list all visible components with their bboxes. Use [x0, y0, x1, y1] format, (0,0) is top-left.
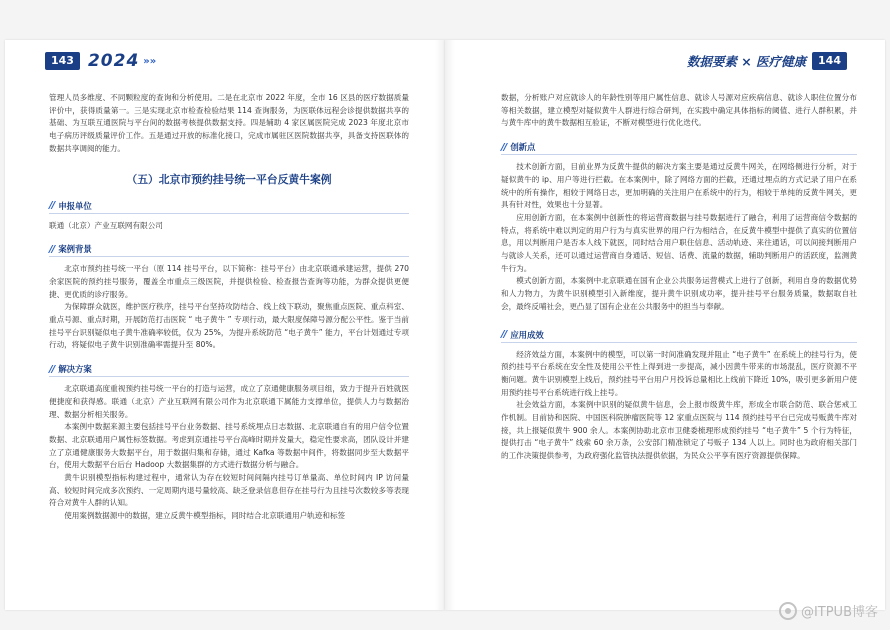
chevrons-icon: »» — [143, 55, 157, 67]
section-marker-icon: // — [49, 200, 55, 212]
section-heading-solution — [49, 362, 409, 377]
left-page-content — [49, 92, 409, 523]
blog-logo-icon — [779, 602, 797, 620]
year-logo: 2024 — [87, 51, 140, 71]
section-heading-applicant — [49, 199, 409, 214]
section-marker-icon: // — [49, 363, 55, 375]
section-marker-icon: // — [501, 329, 507, 341]
page-number-badge: 143 — [45, 52, 80, 70]
section-heading-results — [501, 328, 857, 343]
section-paragraph: 联通（北京）产业互联网有限公司 — [49, 220, 163, 230]
intro-paragraph: 数据，分析账户对应就诊人的年龄性别等用户属性信息、就诊人号源对应疾病信息、就诊人职住位置分布等相关数据，建立模型对疑似黄牛人群进行综合研判，在实践中确定具体指标的阈值、进行人群积累，并与黄牛库中的黄牛数据相互验证，不断对模型进行优化迭代。 — [501, 93, 857, 128]
section-heading-label: 应用成效 — [510, 329, 544, 340]
section-paragraph: 为保障群众就医，维护医疗秩序，挂号平台坚持攻防结合、线上线下联动，聚焦重点医院、重点科室、重点号源、重点时期，开展防范打击医院 “ 电子黄牛 ” 专项行动，最大限度保障号源分配公平性。鉴于当前挂号平台识别疑似电子黄牛准确率较低，仅为 25%，为提升系统防范 “电子黄牛” 能力，平台计划通过专项行动，将疑似电子黄牛识别准确率需提升至 80%。 — [49, 302, 409, 350]
watermark — [779, 601, 878, 620]
right-page-content — [501, 92, 857, 463]
section-paragraph: 技术创新方面，目前业界为反黄牛提供的解决方案主要是通过反黄牛网关，在网络侧进行分析，对于疑似黄牛的 ip、用户等进行拦截。在本案例中，除了网络方面的拦截，还通过埋点的方式记录了用户在系统中的所有操作，相较于网络日志，更加明确的关注用户在系统中的行为，相较于单纯的反黄牛网关，更具有针对性，效果也十分显著。 — [501, 162, 857, 210]
section-paragraph: 经济效益方面，本案例中的模型，可以第一时间准确发现并阻止 “电子黄牛” 在系统上的挂号行为，使预约挂号平台系统在安全性及使用公平性上得到进一步提高，减小因黄牛带来的市场混乱，医疗资源不平衡问题。黄牛识别模型上线后，预约挂号平台用户月投诉总量相比上线前下降近 10%，吸引更多新用户使用预约挂号平台系统进行线上挂号。 — [501, 349, 857, 397]
section-heading-background — [49, 242, 409, 257]
right-page — [445, 40, 885, 610]
section-paragraph: 北京联通高度重视预约挂号统一平台的打造与运营，成立了京通健康服务项目组，致力于提升百姓就医便捷度和获得感。联通（北京）产业互联网有限公司作为北京联通下属能力支撑单位，提供人力与数据治理、数据分析相关服务。 — [49, 384, 409, 419]
section-marker-icon: // — [501, 141, 507, 153]
section-paragraph: 本案例中数据来源主要包括挂号平台业务数据、挂号系统埋点日志数据、北京联通自有的用户信令位置数据、北京联通用户属性标签数据。考虑到京通挂号平台高峰时期并发量大，稳定性要求高，团队设计并建立了京通健康服务大数据平台，用于数据归集和存储，通过 Kafka 等数据中间件，将数据同步至大数据平台，使用大数据平台后台 Hadoop 大数据集群的方式进行数据分析与融合。 — [49, 422, 409, 470]
section-paragraph: 黄牛识别模型指标构建过程中，通常认为存在较短时间间隔内挂号订单量高、单位时间内 IP 访问量高、较短时间完成多次预约、一定周期内退号量较高、缺乏登录信息但存在挂号行为且挂号次数较多等表现符合对黄牛人群的认知。 — [49, 473, 409, 508]
section-heading-label: 解决方案 — [58, 364, 92, 375]
section-paragraph: 社会效益方面，本案例中识别的疑似黄牛信息，会上报市级黄牛库，形成全市联合防范、联合惩戒工作机制。目前协和医院、中国医科院肿瘤医院等 12 家重点医院与 114 预约挂号平台已完成号贩黄牛库对接，共上报疑似黄牛 900 余人。本案例协助北京市卫健委梳理形成预约挂号 “电子黄牛” 5 个行为特征，提供打击 “电子黄牛” 线索 60 余万条，公安部门精准锁定了号贩子 134 人以上。同时也为政府相关部门的工作决策提供参考，为政府强化监管执法提供依据，为民众公平享有医疗资源提供保障。 — [501, 400, 857, 461]
section-paragraph: 模式创新方面，本案例中北京联通在国有企业公共服务运营模式上进行了创新，利用自身的数据优势和人力物力，为黄牛识别模型引入新维度，提升黄牛识别成功率，提升挂号平台服务质量，数据取自社会，最终反哺社会，更凸显了国有企业在公共服务中的担当与奉献。 — [501, 276, 857, 311]
section-paragraph: 北京市预约挂号统一平台（原 114 挂号平台，以下简称：挂号平台）由北京联通承建运营，提供 270 余家医院的预约挂号服务，覆盖全市重点三级医院，并提供检验、检查报告查询等功能，为群众提供更便捷、更优质的诊疗服务。 — [49, 264, 409, 299]
left-page-header — [45, 50, 156, 72]
right-page-header — [687, 50, 847, 72]
case-title: （五）北京市预约挂号统一平台反黄牛案例 — [126, 172, 332, 186]
section-title: 数据要素 × 医疗健康 — [686, 54, 807, 69]
intro-paragraph: 管理人员多维度、不同颗粒度的查询和分析使用。二是在北京市 2022 年度，全市 16 区县的医疗数据质量评价中，获得质量第一。三是实现北京市检查检验结果 114 查询服务，为医联体远程会诊提供数据共享的基础、为互联互通医院与平台间的数据考核提供数据支持。四是辅助 4 家区属医院完成 2023 年度北京市电子病历评级质量评价工作。五是通过开放的标准化接口，完成市属驻区医院数据共享，具备支持医联体的数据共享调阅的能力。 — [49, 93, 409, 153]
section-heading-label: 创新点 — [510, 142, 536, 153]
page-number-badge: 144 — [812, 52, 847, 70]
left-page — [5, 40, 445, 610]
section-heading-innovation — [501, 140, 857, 155]
section-heading-label: 申报单位 — [58, 200, 92, 211]
section-marker-icon: // — [49, 243, 55, 255]
section-heading-label: 案例背景 — [58, 244, 92, 255]
section-paragraph: 应用创新方面，在本案例中创新性的将运营商数据与挂号数据进行了融合，利用了运营商信令数据的特点，将系统中难以判定的用户行为与真实世界的用户行为相结合，在反黄牛模型中提供了真实的位置信息，用以判断用户是否本人线下就医，同时结合用户职住信息、活动轨迹、来往通话，可以间接判断用户与就诊人关系，还可以通过运营商自身通话、短信、话费、流量的数据，辅助判断用户的活跃度，监测黄牛行为。 — [501, 212, 857, 273]
section-paragraph: 使用案例数据源中的数据，建立反黄牛模型指标，同时结合北京联通用户轨迹和标签 — [64, 511, 346, 521]
watermark-text: @ITPUB博客 — [800, 605, 878, 620]
